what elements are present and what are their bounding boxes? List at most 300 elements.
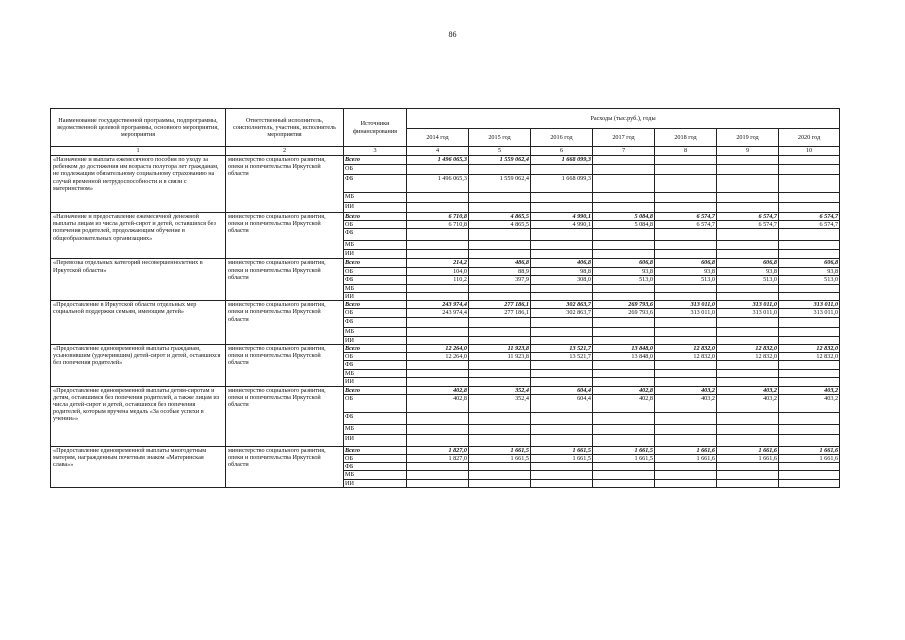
amount-cell bbox=[779, 479, 840, 487]
amount-cell bbox=[779, 336, 840, 344]
funding-source: МБ bbox=[344, 471, 407, 479]
amount-cell: 486,8 bbox=[469, 259, 531, 267]
amount-cell bbox=[655, 463, 717, 471]
amount-cell: 352,4 bbox=[469, 386, 531, 394]
amount-cell: 6 574,7 bbox=[717, 221, 779, 229]
amount-cell bbox=[407, 463, 469, 471]
amount-cell: 13 848,0 bbox=[593, 344, 655, 352]
amount-cell bbox=[469, 241, 531, 250]
amount-cell bbox=[779, 463, 840, 471]
amount-cell: 13 848,0 bbox=[593, 353, 655, 361]
amount-cell: 1 668 099,3 bbox=[531, 156, 593, 165]
amount-cell: 1 661,6 bbox=[655, 446, 717, 454]
amount-cell bbox=[655, 156, 717, 165]
measure-name: «Назначение и предоставление ежемесячной денежной выплаты лицам из числа детей-сирот и детей, оставшихся без попечения родителей, продолжающим обучение в общеобразовательных организациях» bbox=[51, 213, 226, 259]
amount-cell bbox=[717, 463, 779, 471]
amount-cell: 403,2 bbox=[779, 386, 840, 394]
amount-cell: 403,2 bbox=[717, 394, 779, 412]
amount-cell bbox=[655, 318, 717, 328]
page-number: 86 bbox=[448, 30, 457, 39]
amount-cell: 402,8 bbox=[593, 386, 655, 394]
amount-cell: 12 832,0 bbox=[655, 344, 717, 352]
funding-source: ФБ bbox=[344, 318, 407, 328]
amount-cell bbox=[469, 479, 531, 487]
funding-source: ФБ bbox=[344, 463, 407, 471]
amount-cell: 604,4 bbox=[531, 386, 593, 394]
header-year-6: 2019 год bbox=[717, 129, 779, 147]
amount-cell bbox=[531, 434, 593, 446]
amount-cell bbox=[779, 175, 840, 193]
amount-cell: 1 661,5 bbox=[593, 446, 655, 454]
amount-cell bbox=[779, 318, 840, 328]
amount-cell bbox=[469, 361, 531, 370]
column-number: 10 bbox=[779, 147, 840, 156]
amount-cell bbox=[717, 241, 779, 250]
amount-cell bbox=[531, 424, 593, 434]
amount-cell bbox=[469, 318, 531, 328]
amount-cell: 6 574,7 bbox=[779, 213, 840, 221]
amount-cell bbox=[531, 284, 593, 292]
amount-cell bbox=[469, 336, 531, 344]
amount-cell: 313 011,0 bbox=[655, 301, 717, 309]
amount-cell bbox=[655, 165, 717, 175]
amount-cell bbox=[717, 378, 779, 386]
amount-cell: 402,8 bbox=[407, 394, 469, 412]
funding-source: МБ bbox=[344, 241, 407, 250]
amount-cell bbox=[717, 229, 779, 241]
amount-cell bbox=[593, 328, 655, 336]
amount-cell: 606,8 bbox=[717, 259, 779, 267]
amount-cell bbox=[717, 284, 779, 292]
header-year-2: 2015 год bbox=[469, 129, 531, 147]
amount-cell bbox=[593, 370, 655, 378]
amount-cell: 1 661,5 bbox=[469, 455, 531, 463]
amount-cell bbox=[779, 434, 840, 446]
amount-cell: 1 661,6 bbox=[779, 455, 840, 463]
amount-cell bbox=[407, 318, 469, 328]
amount-cell bbox=[717, 318, 779, 328]
funding-source: ФБ bbox=[344, 361, 407, 370]
amount-cell bbox=[779, 370, 840, 378]
measure-executor: министерство социального развития, опеки и попечительства Иркутской области bbox=[226, 446, 344, 487]
amount-cell bbox=[717, 370, 779, 378]
amount-cell bbox=[593, 250, 655, 259]
column-number: 5 bbox=[469, 147, 531, 156]
measure-name: «Назначение и выплата ежемесячного пособия по уходу за ребенком до достижения им возраста полутора лет гражданам, не подлежащим обязательному социальному страхованию на случай временной нетрудоспособности и в связи с материнством» bbox=[51, 156, 226, 213]
amount-cell: 110,2 bbox=[407, 275, 469, 284]
header-year-1: 2014 год bbox=[407, 129, 469, 147]
funding-source: ИИ bbox=[344, 479, 407, 487]
column-number: 4 bbox=[407, 147, 469, 156]
amount-cell bbox=[407, 412, 469, 424]
amount-cell bbox=[655, 434, 717, 446]
amount-cell bbox=[717, 165, 779, 175]
amount-cell: 513,0 bbox=[593, 275, 655, 284]
amount-cell: 6 574,7 bbox=[655, 213, 717, 221]
amount-cell: 313 011,0 bbox=[655, 309, 717, 318]
amount-cell bbox=[593, 336, 655, 344]
amount-cell: 6 710,8 bbox=[407, 213, 469, 221]
amount-cell bbox=[469, 165, 531, 175]
amount-cell bbox=[469, 229, 531, 241]
amount-cell bbox=[655, 424, 717, 434]
header-year-5: 2018 год bbox=[655, 129, 717, 147]
column-number: 2 bbox=[226, 147, 344, 156]
funding-source: ИИ bbox=[344, 293, 407, 301]
table-row bbox=[51, 386, 840, 394]
table-row bbox=[51, 446, 840, 454]
amount-cell: 1 661,5 bbox=[593, 455, 655, 463]
amount-cell bbox=[779, 193, 840, 203]
amount-cell bbox=[593, 378, 655, 386]
amount-cell: 4 865,5 bbox=[469, 213, 531, 221]
funding-source: ОБ bbox=[344, 309, 407, 318]
amount-cell bbox=[779, 203, 840, 213]
amount-cell bbox=[469, 370, 531, 378]
amount-cell bbox=[779, 229, 840, 241]
amount-cell bbox=[593, 165, 655, 175]
amount-cell bbox=[531, 229, 593, 241]
amount-cell: 93,8 bbox=[593, 267, 655, 275]
amount-cell bbox=[407, 434, 469, 446]
funding-source: ИИ bbox=[344, 434, 407, 446]
amount-cell bbox=[407, 203, 469, 213]
amount-cell bbox=[469, 412, 531, 424]
amount-cell bbox=[593, 293, 655, 301]
amount-cell bbox=[655, 293, 717, 301]
amount-cell: 397,9 bbox=[469, 275, 531, 284]
amount-cell bbox=[469, 328, 531, 336]
amount-cell: 1 559 062,4 bbox=[469, 156, 531, 165]
amount-cell: 1 661,6 bbox=[717, 446, 779, 454]
amount-cell bbox=[531, 463, 593, 471]
amount-cell: 352,4 bbox=[469, 394, 531, 412]
amount-cell: 277 186,1 bbox=[469, 309, 531, 318]
amount-cell bbox=[407, 424, 469, 434]
amount-cell: 93,8 bbox=[717, 267, 779, 275]
amount-cell: 1 496 065,3 bbox=[407, 175, 469, 193]
amount-cell: 12 264,0 bbox=[407, 353, 469, 361]
amount-cell bbox=[717, 361, 779, 370]
amount-cell bbox=[655, 175, 717, 193]
funding-source: МБ bbox=[344, 284, 407, 292]
amount-cell bbox=[779, 165, 840, 175]
amount-cell: 6 574,7 bbox=[717, 213, 779, 221]
amount-cell bbox=[593, 229, 655, 241]
amount-cell bbox=[779, 361, 840, 370]
funding-source: МБ bbox=[344, 328, 407, 336]
amount-cell bbox=[717, 479, 779, 487]
amount-cell bbox=[717, 328, 779, 336]
amount-cell bbox=[655, 203, 717, 213]
amount-cell bbox=[531, 241, 593, 250]
amount-cell bbox=[717, 336, 779, 344]
amount-cell bbox=[779, 328, 840, 336]
header-year-7: 2020 год bbox=[779, 129, 840, 147]
amount-cell bbox=[469, 284, 531, 292]
funding-source: ОБ bbox=[344, 353, 407, 361]
amount-cell bbox=[655, 328, 717, 336]
amount-cell: 606,8 bbox=[593, 259, 655, 267]
amount-cell: 93,8 bbox=[779, 267, 840, 275]
amount-cell bbox=[531, 318, 593, 328]
amount-cell: 1 827,0 bbox=[407, 455, 469, 463]
amount-cell: 4 865,5 bbox=[469, 221, 531, 229]
header-year-3: 2016 год bbox=[531, 129, 593, 147]
amount-cell bbox=[531, 370, 593, 378]
column-number: 8 bbox=[655, 147, 717, 156]
amount-cell: 403,2 bbox=[655, 394, 717, 412]
funding-source: ИИ bbox=[344, 336, 407, 344]
funding-source: Всего bbox=[344, 213, 407, 221]
amount-cell bbox=[655, 479, 717, 487]
amount-cell: 104,0 bbox=[407, 267, 469, 275]
header-year-4: 2017 год bbox=[593, 129, 655, 147]
amount-cell bbox=[593, 175, 655, 193]
measure-name: «Предоставление единовременной выплаты гражданам, усыновившим (удочерившим) детей-сирот и детей, оставшихся без попечения родителей» bbox=[51, 344, 226, 386]
amount-cell: 243 974,4 bbox=[407, 301, 469, 309]
amount-cell bbox=[717, 250, 779, 259]
amount-cell: 4 990,1 bbox=[531, 221, 593, 229]
amount-cell bbox=[531, 328, 593, 336]
amount-cell bbox=[655, 412, 717, 424]
amount-cell: 1 661,6 bbox=[717, 455, 779, 463]
amount-cell: 1 661,5 bbox=[531, 446, 593, 454]
amount-cell bbox=[717, 424, 779, 434]
amount-cell bbox=[407, 361, 469, 370]
amount-cell bbox=[593, 361, 655, 370]
amount-cell bbox=[655, 229, 717, 241]
amount-cell bbox=[655, 241, 717, 250]
amount-cell bbox=[593, 156, 655, 165]
amount-cell: 406,8 bbox=[531, 259, 593, 267]
amount-cell bbox=[655, 378, 717, 386]
amount-cell: 1 668 099,3 bbox=[531, 175, 593, 193]
table-row bbox=[51, 344, 840, 352]
amount-cell: 12 832,0 bbox=[655, 353, 717, 361]
amount-cell bbox=[717, 434, 779, 446]
amount-cell bbox=[469, 203, 531, 213]
amount-cell bbox=[407, 336, 469, 344]
amount-cell bbox=[779, 241, 840, 250]
measure-name: «Предоставление единовременной выплаты многодетным матерям, награжденным почетным знаком «Материнская слава»» bbox=[51, 446, 226, 487]
amount-cell bbox=[655, 284, 717, 292]
amount-cell: 5 084,8 bbox=[593, 213, 655, 221]
amount-cell: 5 084,8 bbox=[593, 221, 655, 229]
funding-source: МБ bbox=[344, 370, 407, 378]
table-row bbox=[51, 213, 840, 221]
amount-cell bbox=[593, 203, 655, 213]
column-number: 6 bbox=[531, 147, 593, 156]
amount-cell: 12 832,0 bbox=[717, 344, 779, 352]
amount-cell: 313 011,0 bbox=[717, 309, 779, 318]
amount-cell bbox=[407, 378, 469, 386]
amount-cell bbox=[531, 471, 593, 479]
funding-source: ФБ bbox=[344, 275, 407, 284]
amount-cell bbox=[779, 412, 840, 424]
amount-cell bbox=[531, 193, 593, 203]
amount-cell: 1 661,5 bbox=[469, 446, 531, 454]
amount-cell: 1 559 062,4 bbox=[469, 175, 531, 193]
amount-cell bbox=[407, 250, 469, 259]
amount-cell bbox=[407, 193, 469, 203]
amount-cell: 269 793,6 bbox=[593, 309, 655, 318]
amount-cell: 11 923,8 bbox=[469, 344, 531, 352]
measure-executor: министерство социального развития, опеки и попечительства Иркутской области bbox=[226, 213, 344, 259]
amount-cell: 302 863,7 bbox=[531, 309, 593, 318]
amount-cell bbox=[593, 241, 655, 250]
amount-cell bbox=[655, 361, 717, 370]
amount-cell bbox=[407, 293, 469, 301]
measure-executor: министерство социального развития, опеки и попечительства Иркутской области bbox=[226, 301, 344, 345]
funding-source: МБ bbox=[344, 193, 407, 203]
amount-cell bbox=[717, 412, 779, 424]
amount-cell: 403,2 bbox=[655, 386, 717, 394]
amount-cell: 11 923,8 bbox=[469, 353, 531, 361]
amount-cell bbox=[717, 471, 779, 479]
measure-name: «Предоставление единовременной выплаты детям-сиротам и детям, оставшимся без попечения родителей, а также лицам из числа детей-сирот и детей, оставшихся без попечения родителей, которым вручена медаль «За особые успехи в учении»» bbox=[51, 386, 226, 446]
amount-cell: 606,8 bbox=[655, 259, 717, 267]
amount-cell: 308,0 bbox=[531, 275, 593, 284]
funding-source: ОБ bbox=[344, 267, 407, 275]
amount-cell bbox=[717, 293, 779, 301]
header-expenses: Расходы (тыс.руб.), годы bbox=[407, 109, 840, 129]
amount-cell: 402,8 bbox=[593, 394, 655, 412]
amount-cell: 12 832,0 bbox=[779, 353, 840, 361]
amount-cell bbox=[469, 193, 531, 203]
amount-cell bbox=[593, 471, 655, 479]
amount-cell bbox=[531, 412, 593, 424]
amount-cell bbox=[469, 378, 531, 386]
amount-cell bbox=[593, 412, 655, 424]
funding-source: Всего bbox=[344, 446, 407, 454]
amount-cell bbox=[593, 479, 655, 487]
amount-cell: 4 990,1 bbox=[531, 213, 593, 221]
amount-cell bbox=[407, 229, 469, 241]
funding-source: ИИ bbox=[344, 203, 407, 213]
amount-cell: 88,9 bbox=[469, 267, 531, 275]
amount-cell bbox=[531, 203, 593, 213]
funding-source: ОБ bbox=[344, 221, 407, 229]
amount-cell bbox=[779, 378, 840, 386]
amount-cell bbox=[779, 471, 840, 479]
amount-cell bbox=[717, 156, 779, 165]
amount-cell: 313 011,0 bbox=[779, 301, 840, 309]
amount-cell bbox=[779, 156, 840, 165]
funding-source: ОБ bbox=[344, 394, 407, 412]
amount-cell: 243 974,4 bbox=[407, 309, 469, 318]
funding-source: Всего bbox=[344, 156, 407, 165]
column-number: 9 bbox=[717, 147, 779, 156]
funding-source: МБ bbox=[344, 424, 407, 434]
amount-cell bbox=[593, 284, 655, 292]
table-row bbox=[51, 156, 840, 165]
amount-cell bbox=[469, 293, 531, 301]
measure-executor: министерство социального развития, опеки и попечительства Иркутской области bbox=[226, 156, 344, 213]
amount-cell: 12 264,0 bbox=[407, 344, 469, 352]
amount-cell bbox=[655, 336, 717, 344]
amount-cell bbox=[407, 284, 469, 292]
amount-cell: 269 793,6 bbox=[593, 301, 655, 309]
amount-cell bbox=[717, 203, 779, 213]
amount-cell bbox=[407, 328, 469, 336]
measure-executor: министерство социального развития, опеки и попечительства Иркутской области bbox=[226, 344, 344, 386]
amount-cell bbox=[717, 175, 779, 193]
amount-cell: 214,2 bbox=[407, 259, 469, 267]
amount-cell: 13 521,7 bbox=[531, 353, 593, 361]
amount-cell bbox=[469, 463, 531, 471]
funding-source: ФБ bbox=[344, 175, 407, 193]
funding-source: ОБ bbox=[344, 455, 407, 463]
amount-cell bbox=[407, 471, 469, 479]
header-source: Источники финансирования bbox=[344, 109, 407, 147]
amount-cell bbox=[655, 250, 717, 259]
amount-cell: 1 827,0 bbox=[407, 446, 469, 454]
amount-cell: 98,8 bbox=[531, 267, 593, 275]
amount-cell: 6 574,7 bbox=[655, 221, 717, 229]
amount-cell: 313 011,0 bbox=[779, 309, 840, 318]
measure-name: «Перевозка отдельных категорий несовершеннолетних в Иркутской области» bbox=[51, 259, 226, 301]
column-number: 3 bbox=[344, 147, 407, 156]
amount-cell bbox=[655, 193, 717, 203]
amount-cell bbox=[407, 165, 469, 175]
amount-cell: 93,8 bbox=[655, 267, 717, 275]
funding-source: ИИ bbox=[344, 378, 407, 386]
measure-executor: министерство социального развития, опеки и попечительства Иркутской области bbox=[226, 259, 344, 301]
amount-cell bbox=[531, 293, 593, 301]
table-row bbox=[51, 301, 840, 309]
amount-cell: 1 661,5 bbox=[531, 455, 593, 463]
funding-source: ФБ bbox=[344, 412, 407, 424]
amount-cell bbox=[779, 293, 840, 301]
table-row bbox=[51, 259, 840, 267]
amount-cell bbox=[717, 193, 779, 203]
amount-cell: 1 661,6 bbox=[655, 455, 717, 463]
amount-cell: 604,4 bbox=[531, 394, 593, 412]
amount-cell bbox=[531, 250, 593, 259]
funding-source: ФБ bbox=[344, 229, 407, 241]
amount-cell bbox=[655, 471, 717, 479]
amount-cell: 402,8 bbox=[407, 386, 469, 394]
expenses-table bbox=[50, 108, 840, 488]
amount-cell bbox=[655, 370, 717, 378]
measure-executor: министерство социального развития, опеки и попечительства Иркутской области bbox=[226, 386, 344, 446]
header-executor: Ответственный исполнитель, соисполнитель, участник, исполнитель мероприятия bbox=[226, 109, 344, 147]
amount-cell bbox=[531, 479, 593, 487]
amount-cell bbox=[593, 193, 655, 203]
amount-cell bbox=[593, 424, 655, 434]
amount-cell: 313 011,0 bbox=[717, 301, 779, 309]
amount-cell bbox=[407, 370, 469, 378]
column-number: 7 bbox=[593, 147, 655, 156]
amount-cell bbox=[593, 318, 655, 328]
amount-cell: 12 832,0 bbox=[717, 353, 779, 361]
amount-cell: 1 496 065,3 bbox=[407, 156, 469, 165]
funding-source: ОБ bbox=[344, 165, 407, 175]
amount-cell bbox=[779, 284, 840, 292]
column-number: 1 bbox=[51, 147, 226, 156]
funding-source: Всего bbox=[344, 259, 407, 267]
amount-cell bbox=[469, 434, 531, 446]
amount-cell: 513,0 bbox=[655, 275, 717, 284]
funding-source: Всего bbox=[344, 386, 407, 394]
amount-cell bbox=[469, 250, 531, 259]
measure-name: «Предоставление в Иркутской области отдельных мер социальной поддержки семьям, имеющим детей» bbox=[51, 301, 226, 345]
amount-cell: 277 186,1 bbox=[469, 301, 531, 309]
amount-cell: 403,2 bbox=[717, 386, 779, 394]
amount-cell: 12 832,0 bbox=[779, 344, 840, 352]
amount-cell bbox=[779, 250, 840, 259]
